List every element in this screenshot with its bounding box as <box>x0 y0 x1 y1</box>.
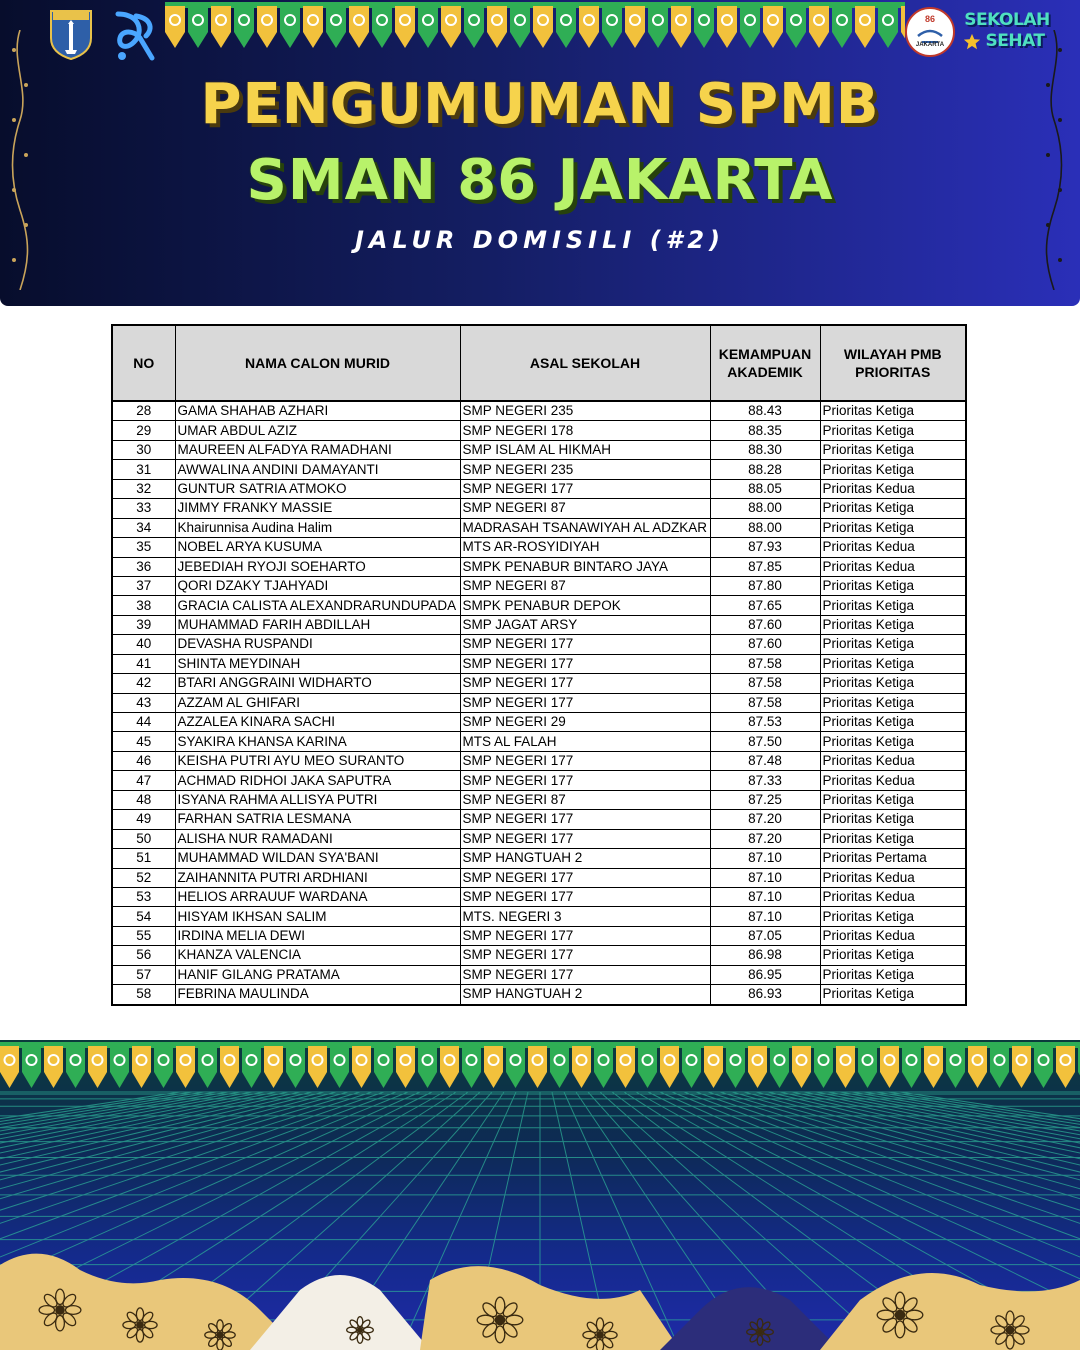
cell-name: AZZAM AL GHIFARI <box>175 693 460 712</box>
table-row <box>112 499 966 518</box>
cell-priority: Prioritas Kedua <box>820 751 966 770</box>
bunting-flag <box>165 6 185 48</box>
bunting-flag <box>648 6 668 48</box>
cell-score: 87.20 <box>710 810 820 829</box>
cell-name: AWWALINA ANDINI DAMAYANTI <box>175 460 460 479</box>
cell-name: HANIF GILANG PRATAMA <box>175 965 460 984</box>
cell-score: 87.50 <box>710 732 820 751</box>
cell-no: 58 <box>112 985 175 1005</box>
table-row <box>112 965 966 984</box>
cell-score: 86.95 <box>710 965 820 984</box>
cell-no: 56 <box>112 946 175 965</box>
cell-no: 39 <box>112 615 175 634</box>
cell-priority: Prioritas Kedua <box>820 926 966 945</box>
cell-school: SMP NEGERI 87 <box>460 499 710 518</box>
cell-name: FEBRINA MAULINDA <box>175 985 460 1005</box>
cell-priority: Prioritas Ketiga <box>820 576 966 595</box>
cell-name: ZAIHANNITA PUTRI ARDHIANI <box>175 868 460 887</box>
cell-name: GRACIA CALISTA ALEXANDRARUNDUPADA <box>175 596 460 615</box>
cell-name: Khairunnisa Audina Halim <box>175 518 460 537</box>
bunting-flag <box>792 1046 811 1088</box>
bunting-decoration <box>165 0 905 52</box>
cell-score: 87.10 <box>710 849 820 868</box>
table-row <box>112 829 966 848</box>
cell-no: 46 <box>112 751 175 770</box>
cell-priority: Prioritas Ketiga <box>820 635 966 654</box>
cell-no: 43 <box>112 693 175 712</box>
bunting-flag <box>550 1046 569 1088</box>
cell-no: 40 <box>112 635 175 654</box>
cell-name: JIMMY FRANKY MASSIE <box>175 499 460 518</box>
bunting-flag <box>242 1046 261 1088</box>
cell-no: 34 <box>112 518 175 537</box>
cell-name: DEVASHA RUSPANDI <box>175 635 460 654</box>
cell-priority: Prioritas Ketiga <box>820 965 966 984</box>
cell-score: 87.10 <box>710 907 820 926</box>
bunting-flag <box>990 1046 1009 1088</box>
cell-no: 52 <box>112 868 175 887</box>
bunting-flag <box>510 6 530 48</box>
bunting-flag <box>0 1046 19 1088</box>
cell-school: SMP NEGERI 235 <box>460 401 710 421</box>
cell-no: 35 <box>112 538 175 557</box>
table-row <box>112 771 966 790</box>
header-no: NO <box>112 325 175 401</box>
cell-no: 28 <box>112 401 175 421</box>
cell-no: 33 <box>112 499 175 518</box>
cell-score: 87.58 <box>710 654 820 673</box>
batik-shape <box>250 1275 430 1350</box>
cell-score: 87.10 <box>710 887 820 906</box>
cell-school: SMP NEGERI 177 <box>460 693 710 712</box>
cell-name: GAMA SHAHAB AZHARI <box>175 401 460 421</box>
star-icon <box>963 33 981 51</box>
header-banner <box>0 0 1080 306</box>
cell-school: SMP NEGERI 29 <box>460 713 710 732</box>
cell-no: 31 <box>112 460 175 479</box>
table-row <box>112 538 966 557</box>
cell-school: SMP NEGERI 235 <box>460 460 710 479</box>
cell-score: 87.60 <box>710 615 820 634</box>
bunting-flag <box>487 6 507 48</box>
admission-path-subtitle: JALUR DOMISILI (#2) <box>354 226 726 254</box>
cell-priority: Prioritas Pertama <box>820 849 966 868</box>
cell-score: 87.85 <box>710 557 820 576</box>
table-row <box>112 615 966 634</box>
cell-name: ISYANA RAHMA ALLISYA PUTRI <box>175 790 460 809</box>
bunting-flag <box>176 1046 195 1088</box>
cell-score: 87.58 <box>710 693 820 712</box>
bunting-flag <box>418 6 438 48</box>
cell-no: 36 <box>112 557 175 576</box>
cell-school: MTS. NEGERI 3 <box>460 907 710 926</box>
cell-name: IRDINA MELIA DEWI <box>175 926 460 945</box>
cell-priority: Prioritas Ketiga <box>820 946 966 965</box>
cell-school: SMP NEGERI 177 <box>460 868 710 887</box>
cell-no: 38 <box>112 596 175 615</box>
bunting-flag <box>814 1046 833 1088</box>
bunting-flag <box>462 1046 481 1088</box>
table-row <box>112 674 966 693</box>
table-row <box>112 460 966 479</box>
bunting-flag <box>303 6 323 48</box>
bunting-flag <box>616 1046 635 1088</box>
cell-no: 47 <box>112 771 175 790</box>
cell-school: SMP NEGERI 177 <box>460 654 710 673</box>
cell-score: 87.53 <box>710 713 820 732</box>
results-table-container <box>111 324 967 1006</box>
cell-score: 87.10 <box>710 868 820 887</box>
table-row <box>112 868 966 887</box>
cell-name: BTARI ANGGRAINI WIDHARTO <box>175 674 460 693</box>
header-score-line2: AKADEMIK <box>727 364 803 380</box>
bunting-flag <box>464 6 484 48</box>
cell-score: 88.28 <box>710 460 820 479</box>
page-title: PENGUMUMAN SPMB <box>200 72 880 137</box>
bunting-flag <box>372 6 392 48</box>
dki-jakarta-logo <box>48 8 94 60</box>
cell-priority: Prioritas Ketiga <box>820 654 966 673</box>
cell-priority: Prioritas Ketiga <box>820 401 966 421</box>
bunting-flag <box>579 6 599 48</box>
cell-name: KEISHA PUTRI AYU MEO SURANTO <box>175 751 460 770</box>
cell-name: MUHAMMAD FARIH ABDILLAH <box>175 615 460 634</box>
cell-no: 30 <box>112 440 175 459</box>
school-logo-number: 86 <box>924 14 935 24</box>
bunting-flag <box>786 6 806 48</box>
bunting-flag <box>528 1046 547 1088</box>
bunting-flag <box>308 1046 327 1088</box>
results-table <box>111 324 967 1006</box>
bunting-flag <box>855 6 875 48</box>
table-body <box>112 401 966 1005</box>
table-row <box>112 479 966 498</box>
cell-school: SMP HANGTUAH 2 <box>460 849 710 868</box>
table-row <box>112 790 966 809</box>
bunting-flag <box>572 1046 591 1088</box>
cell-priority: Prioritas Ketiga <box>820 499 966 518</box>
cell-priority: Prioritas Ketiga <box>820 985 966 1005</box>
cell-school: SMP NEGERI 177 <box>460 751 710 770</box>
batik-shape <box>420 1266 680 1350</box>
cell-score: 88.35 <box>710 421 820 440</box>
bunting-flag <box>602 6 622 48</box>
table-row <box>112 751 966 770</box>
bunting-flag <box>280 6 300 48</box>
bunting-flag <box>748 1046 767 1088</box>
cell-priority: Prioritas Ketiga <box>820 596 966 615</box>
bunting-flag <box>220 1046 239 1088</box>
batik-shape <box>820 1273 1080 1350</box>
bunting-flag <box>770 1046 789 1088</box>
table-row <box>112 596 966 615</box>
table-row <box>112 440 966 459</box>
cell-score: 88.00 <box>710 518 820 537</box>
cell-score: 87.33 <box>710 771 820 790</box>
bunting-flag <box>946 1046 965 1088</box>
cell-priority: Prioritas Kedua <box>820 557 966 576</box>
header-region <box>820 325 966 401</box>
cell-priority: Prioritas Kedua <box>820 868 966 887</box>
table-row <box>112 557 966 576</box>
cell-name: QORI DZAKY TJAHYADI <box>175 576 460 595</box>
bunting-flag <box>924 1046 943 1088</box>
table-row <box>112 713 966 732</box>
cell-school: SMP NEGERI 177 <box>460 674 710 693</box>
table-row <box>112 518 966 537</box>
cell-priority: Prioritas Ketiga <box>820 713 966 732</box>
bunting-flag <box>264 1046 283 1088</box>
cell-score: 87.25 <box>710 790 820 809</box>
bunting-flag <box>1012 1046 1031 1088</box>
cell-score: 87.80 <box>710 576 820 595</box>
dr-logo <box>110 8 160 64</box>
sekolah-sehat-logo-line1: SEKOLAH <box>964 10 1050 30</box>
cell-priority: Prioritas Ketiga <box>820 460 966 479</box>
cell-no: 51 <box>112 849 175 868</box>
cell-name: JEBEDIAH RYOJI SOEHARTO <box>175 557 460 576</box>
table-row <box>112 635 966 654</box>
cell-no: 29 <box>112 421 175 440</box>
bunting-flag <box>44 1046 63 1088</box>
table-row <box>112 849 966 868</box>
header-name: NAMA CALON MURID <box>175 325 460 401</box>
bunting-flag <box>625 6 645 48</box>
cell-school: SMPK PENABUR DEPOK <box>460 596 710 615</box>
cell-no: 57 <box>112 965 175 984</box>
bunting-flag <box>726 1046 745 1088</box>
cell-no: 49 <box>112 810 175 829</box>
cell-school: SMP NEGERI 177 <box>460 829 710 848</box>
cell-name: MUHAMMAD WILDAN SYA'BANI <box>175 849 460 868</box>
bunting-flag <box>809 6 829 48</box>
table-header-row <box>112 325 966 401</box>
cell-score: 87.20 <box>710 829 820 848</box>
bunting-flag <box>704 1046 723 1088</box>
cell-school: SMP NEGERI 177 <box>460 965 710 984</box>
cell-score: 88.00 <box>710 499 820 518</box>
bunting-flag <box>66 1046 85 1088</box>
footer-bunting <box>0 1042 1080 1088</box>
table-row <box>112 401 966 421</box>
bunting-flag <box>88 1046 107 1088</box>
bunting-flag <box>326 6 346 48</box>
cell-name: ALISHA NUR RAMADANI <box>175 829 460 848</box>
bunting-flag <box>694 6 714 48</box>
bunting-flag <box>682 1046 701 1088</box>
cell-no: 41 <box>112 654 175 673</box>
bunting-flag <box>506 1046 525 1088</box>
cell-school: SMP JAGAT ARSY <box>460 615 710 634</box>
bunting-flag <box>352 1046 371 1088</box>
cell-priority: Prioritas Ketiga <box>820 907 966 926</box>
bunting-flag <box>836 1046 855 1088</box>
cell-no: 32 <box>112 479 175 498</box>
cell-school: SMP NEGERI 177 <box>460 887 710 906</box>
cell-priority: Prioritas Ketiga <box>820 518 966 537</box>
bunting-flag <box>188 6 208 48</box>
cell-school: SMP NEGERI 177 <box>460 479 710 498</box>
bunting-flag <box>638 1046 657 1088</box>
cell-no: 53 <box>112 887 175 906</box>
cell-school: SMP NEGERI 87 <box>460 576 710 595</box>
bunting-flag <box>858 1046 877 1088</box>
cell-school: MADRASAH TSANAWIYAH AL ADZKAR <box>460 518 710 537</box>
cell-name: SHINTA MEYDINAH <box>175 654 460 673</box>
bunting-flag <box>968 1046 987 1088</box>
cell-score: 87.60 <box>710 635 820 654</box>
bunting-flag <box>440 1046 459 1088</box>
bunting-flag <box>441 6 461 48</box>
bunting-flag <box>110 1046 129 1088</box>
header-region-line2: PRIORITAS <box>855 364 931 380</box>
cell-score: 87.48 <box>710 751 820 770</box>
cell-priority: Prioritas Ketiga <box>820 810 966 829</box>
cell-name: AZZALEA KINARA SACHI <box>175 713 460 732</box>
bunting-flag <box>660 1046 679 1088</box>
cell-priority: Prioritas Kedua <box>820 887 966 906</box>
bunting-flag <box>556 6 576 48</box>
header-region-line1: WILAYAH PMB <box>843 346 942 362</box>
bunting-flag <box>1034 1046 1053 1088</box>
table-row <box>112 732 966 751</box>
bunting-flag <box>198 1046 217 1088</box>
cell-school: MTS AR-ROSYIDIYAH <box>460 538 710 557</box>
cell-score: 87.65 <box>710 596 820 615</box>
cell-school: SMP NEGERI 178 <box>460 421 710 440</box>
bunting-flag <box>763 6 783 48</box>
bunting-flag <box>902 1046 921 1088</box>
footer-decoration <box>0 1040 1080 1350</box>
cell-score: 88.05 <box>710 479 820 498</box>
cell-school: SMP HANGTUAH 2 <box>460 985 710 1005</box>
table-row <box>112 887 966 906</box>
bunting-flag <box>594 1046 613 1088</box>
table-row <box>112 946 966 965</box>
school-logo-text: JAKARTA <box>915 42 945 48</box>
header-score-line1: KEMAMPUAN <box>718 346 812 362</box>
bunting-flag <box>1056 1046 1075 1088</box>
bunting-flag <box>374 1046 393 1088</box>
cell-priority: Prioritas Kedua <box>820 479 966 498</box>
table-row <box>112 810 966 829</box>
cell-priority: Prioritas Kedua <box>820 538 966 557</box>
cell-name: FARHAN SATRIA LESMANA <box>175 810 460 829</box>
batik-shape <box>0 1254 300 1350</box>
cell-score: 88.30 <box>710 440 820 459</box>
cell-name: GUNTUR SATRIA ATMOKO <box>175 479 460 498</box>
school-title: SMAN 86 JAKARTA <box>246 148 834 213</box>
cell-no: 55 <box>112 926 175 945</box>
bunting-flag <box>717 6 737 48</box>
cell-priority: Prioritas Ketiga <box>820 829 966 848</box>
bunting-flag <box>832 6 852 48</box>
cell-priority: Prioritas Ketiga <box>820 790 966 809</box>
cell-name: NOBEL ARYA KUSUMA <box>175 538 460 557</box>
cell-no: 37 <box>112 576 175 595</box>
bunting-flag <box>211 6 231 48</box>
sekolah-sehat-logo-line2: SEHAT <box>985 31 1045 51</box>
cell-score: 86.93 <box>710 985 820 1005</box>
cell-score: 87.93 <box>710 538 820 557</box>
cell-school: SMP NEGERI 177 <box>460 771 710 790</box>
bunting-flag <box>22 1046 41 1088</box>
cell-school: SMP NEGERI 177 <box>460 926 710 945</box>
cell-name: HISYAM IKHSAN SALIM <box>175 907 460 926</box>
bunting-flag <box>234 6 254 48</box>
table-row <box>112 421 966 440</box>
cell-school: SMP ISLAM AL HIKMAH <box>460 440 710 459</box>
bunting-flag <box>286 1046 305 1088</box>
table-row <box>112 693 966 712</box>
cell-name: KHANZA VALENCIA <box>175 946 460 965</box>
cell-school: SMPK PENABUR BINTARO JAYA <box>460 557 710 576</box>
cell-school: SMP NEGERI 87 <box>460 790 710 809</box>
bunting-flag <box>257 6 277 48</box>
bunting-flag <box>484 1046 503 1088</box>
cell-score: 88.43 <box>710 401 820 421</box>
table-row <box>112 926 966 945</box>
table-row <box>112 907 966 926</box>
cell-no: 44 <box>112 713 175 732</box>
cell-school: SMP NEGERI 177 <box>460 635 710 654</box>
bunting-flag <box>330 1046 349 1088</box>
table-row <box>112 576 966 595</box>
header-school: ASAL SEKOLAH <box>460 325 710 401</box>
cell-priority: Prioritas Ketiga <box>820 693 966 712</box>
cell-name: MAUREEN ALFADYA RAMADHANI <box>175 440 460 459</box>
cell-school: SMP NEGERI 177 <box>460 946 710 965</box>
bunting-flag <box>132 1046 151 1088</box>
cell-priority: Prioritas Kedua <box>820 771 966 790</box>
header-score <box>710 325 820 401</box>
bunting-flag <box>396 1046 415 1088</box>
cell-school: SMP NEGERI 177 <box>460 810 710 829</box>
cell-name: SYAKIRA KHANSA KARINA <box>175 732 460 751</box>
cell-priority: Prioritas Ketiga <box>820 674 966 693</box>
cell-no: 42 <box>112 674 175 693</box>
cell-name: ACHMAD RIDHOI JAKA SAPUTRA <box>175 771 460 790</box>
cell-no: 54 <box>112 907 175 926</box>
cell-no: 45 <box>112 732 175 751</box>
cell-school: MTS AL FALAH <box>460 732 710 751</box>
bunting-flag <box>880 1046 899 1088</box>
bunting-flag <box>418 1046 437 1088</box>
bunting-flag <box>154 1046 173 1088</box>
cell-priority: Prioritas Ketiga <box>820 421 966 440</box>
bunting-flag <box>671 6 691 48</box>
cell-name: HELIOS ARRAUUF WARDANA <box>175 887 460 906</box>
cell-score: 86.98 <box>710 946 820 965</box>
bunting-flag <box>740 6 760 48</box>
cell-no: 50 <box>112 829 175 848</box>
bunting-flag <box>395 6 415 48</box>
cell-priority: Prioritas Ketiga <box>820 732 966 751</box>
cell-no: 48 <box>112 790 175 809</box>
table-row <box>112 654 966 673</box>
cell-score: 87.05 <box>710 926 820 945</box>
table-row <box>112 985 966 1005</box>
cell-score: 87.58 <box>710 674 820 693</box>
bunting-flag <box>878 6 898 48</box>
bunting-flag <box>533 6 553 48</box>
footer-artwork <box>0 1040 1080 1350</box>
cell-priority: Prioritas Ketiga <box>820 440 966 459</box>
cell-name: UMAR ABDUL AZIZ <box>175 421 460 440</box>
bunting-flag <box>349 6 369 48</box>
cell-priority: Prioritas Ketiga <box>820 615 966 634</box>
